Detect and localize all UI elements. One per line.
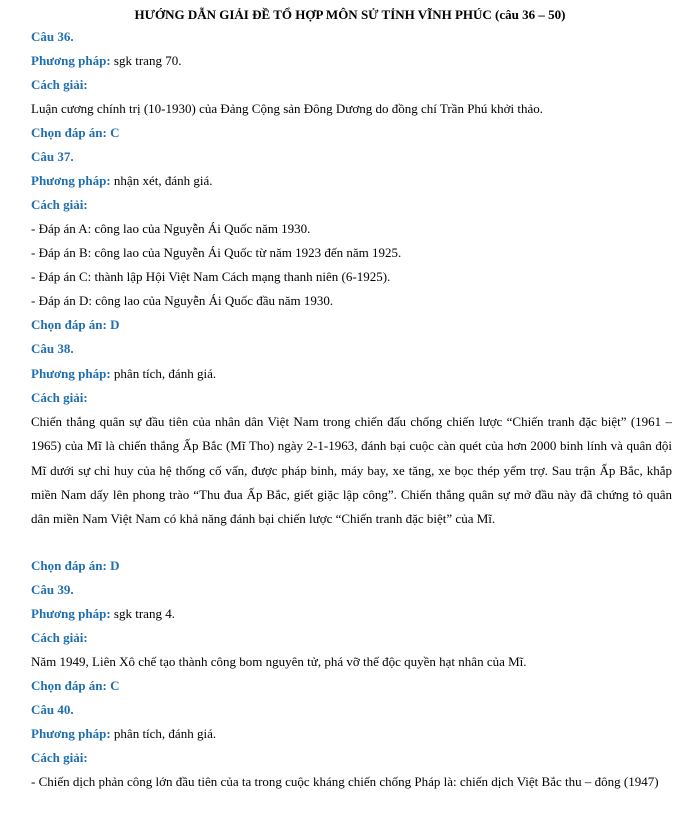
question-36-heading: Câu 36. <box>31 29 74 44</box>
answer-label: Chọn đáp án: <box>31 317 107 332</box>
method-label: Phương pháp: <box>31 173 111 188</box>
answer-value: C <box>110 125 120 140</box>
question-39-solution: Năm 1949, Liên Xô chế tạo thành công bom nguyên tử, phá vỡ thế độc quyền hạt nhân của Mĩ. <box>31 654 527 669</box>
method-text: nhận xét, đánh giá. <box>113 173 213 188</box>
answer-value: D <box>110 558 120 573</box>
answer-label: Chọn đáp án: <box>31 125 107 140</box>
method-label: Phương pháp: <box>31 366 111 381</box>
question-37-method <box>31 173 212 189</box>
question-36-answer <box>31 125 120 141</box>
question-38-answer <box>31 558 120 574</box>
question-40-solution-label: Cách giải: <box>31 750 88 765</box>
question-40-heading: Câu 40. <box>31 702 74 717</box>
question-38-solution-label: Cách giải: <box>31 390 88 405</box>
question-36-method <box>31 53 181 69</box>
method-text: sgk trang 4. <box>113 606 175 621</box>
question-37-answer <box>31 317 120 333</box>
question-38-heading: Câu 38. <box>31 341 74 356</box>
question-36-solution: Luận cương chính trị (10-1930) của Đảng Cộng sản Đông Dương do đồng chí Trần Phú khởi thảo. <box>31 101 544 116</box>
answer-label: Chọn đáp án: <box>31 678 107 693</box>
question-40-solution: - Chiến dịch phản công lớn đầu tiên của ta trong cuộc kháng chiến chống Pháp là: chiến dịch Việt Bắc thu – đông (1947) <box>31 774 659 789</box>
question-39-heading: Câu 39. <box>31 582 74 597</box>
question-38-method <box>31 366 216 382</box>
method-text: phân tích, đánh giá. <box>113 726 217 741</box>
question-37-heading: Câu 37. <box>31 149 74 164</box>
question-37-solution-d: - Đáp án D: công lao của Nguyễn Ái Quốc đầu năm 1930. <box>31 293 334 308</box>
question-36-solution-label: Cách giải: <box>31 77 88 92</box>
answer-value: C <box>110 678 120 693</box>
question-37-solution-a: - Đáp án A: công lao của Nguyễn Ái Quốc năm 1930. <box>31 221 311 236</box>
method-text: phân tích, đánh giá. <box>113 366 217 381</box>
question-39-solution-label: Cách giải: <box>31 630 88 645</box>
method-label: Phương pháp: <box>31 726 111 741</box>
question-40-method <box>31 726 216 742</box>
method-text: sgk trang 70. <box>113 53 182 68</box>
question-39-answer <box>31 678 120 694</box>
method-label: Phương pháp: <box>31 606 111 621</box>
question-37-solution-b: - Đáp án B: công lao của Nguyễn Ái Quốc từ năm 1923 đến năm 1925. <box>31 245 402 260</box>
question-37-solution-label: Cách giải: <box>31 197 88 212</box>
question-37-solution-c: - Đáp án C: thành lập Hội Việt Nam Cách mạng thanh niên (6-1925). <box>31 269 391 284</box>
answer-label: Chọn đáp án: <box>31 558 107 573</box>
question-39-method <box>31 606 175 622</box>
question-38-solution: Chiến thắng quân sự đầu tiên của nhân dân Việt Nam trong chiến đấu chống chiến lược “Chiến tranh đặc biệt” (1961 – 1965) của Mĩ là chiến thắng Ấp Bắc (Mĩ Tho) ngày 2-1-1963, đánh bại cuộc càn quét của hơn 2000 binh lính và quân đội Mĩ dưới sự chỉ huy của hệ thống cố vấn, được pháp binh, máy bay, xe tăng, xe bọc thép yểm trợ. Sau trận Ấp Bắc, khắp miền Nam dấy lên phong trào “Thu đua Ấp Bắc, giết giặc lập công”. Chiến thắng quân sự mở đầu này đã chứng tỏ quân dân miền Nam Việt Nam có khả năng đánh bại chiến lược “Chiến tranh đặc biệt” của Mĩ. <box>31 414 672 527</box>
answer-value: D <box>110 317 120 332</box>
document-title: HƯỚNG DẪN GIẢI ĐỀ TỔ HỢP MÔN SỬ TỈNH VĨNH PHÚC (câu 36 – 50) <box>134 7 566 22</box>
method-label: Phương pháp: <box>31 53 111 68</box>
